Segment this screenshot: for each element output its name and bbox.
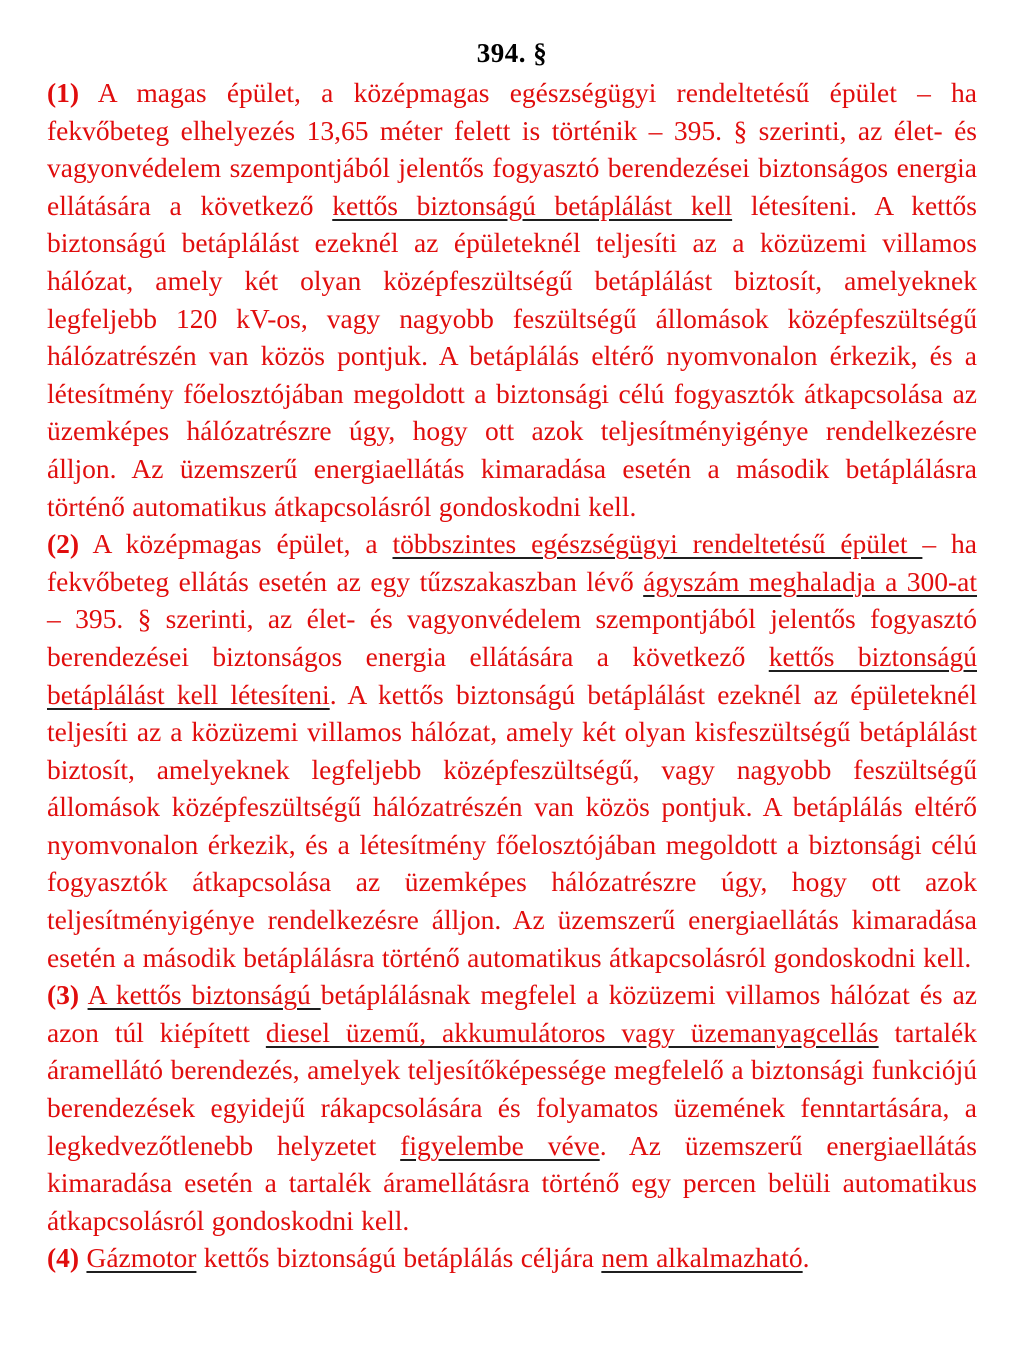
text-run: kettős biztonságú betáplálás céljára [196, 1242, 602, 1274]
paragraph [47, 525, 977, 976]
paragraph [47, 1239, 977, 1277]
text-run: A középmagas épület, a [79, 528, 393, 560]
text-run: kettős biztonságú betáplálást kell létesíteni [47, 640, 977, 710]
section-title: 394. § [476, 38, 548, 68]
paragraph [47, 74, 977, 525]
text-run: ágyszám meghaladja a 300-at [643, 565, 978, 597]
text-run: – ha fekvőbeteg ellátás esetén az egy tűzszakaszban lévő [47, 528, 977, 597]
text-run: kettős biztonságú betáplálást kell [332, 189, 733, 221]
text-run: többszintes egészségügyi rendeltetésű épület [392, 528, 923, 560]
text-run: (4) [47, 1242, 80, 1274]
text-run: . [802, 1242, 810, 1274]
text-run: A magas épület, a középmagas egészségügyi rendeltetésű épület – ha fekvőbeteg elhelyezés 13,65 méter felett is történik – 395. § szerinti, az élet- és vagyonvédelem szempontjából jelentős fogyasztó berendezései biztonságos energia ellátására a következő [47, 77, 977, 221]
text-run: (1) [47, 77, 80, 108]
text-run: figyelembe véve [400, 1129, 600, 1161]
paragraph [47, 976, 977, 1239]
text-run: betáplálásnak megfelel a közüzemi villamos hálózat és az azon túl kiépített [47, 979, 978, 1048]
text-run: létesíteni. A kettős biztonságú betáplálást ezeknél az épületeknél teljesíti az a közüzemi villamos hálózat, amely két olyan középfeszültségű betáplálást biztosít, amelyeknek legfeljebb 120 kV-os, vagy nagyobb feszültségű állomások középfeszültségű hálózatrészén van közös pontjuk. A betáplálás eltérő nyomvonalon érkezik, és a létesítmény főelosztójában megoldott a biztonsági célú fogyasztók átkapcsolása az üzemképes hálózatrészre úgy, hogy ott azok teljesítményigénye rendelkezésre álljon. Az üzemszerű energiaellátás kimaradása esetén a második betáplálásra történő automatikus átkapcsolásról gondoskodni kell. [47, 189, 977, 522]
text-run: Gázmotor [86, 1242, 197, 1274]
text-run: diesel üzemű, akkumulátoros vagy üzemanyagcellás [265, 1016, 879, 1048]
text-run: (3) [47, 979, 80, 1011]
text-run: nem alkalmazható [601, 1242, 803, 1274]
text-run: . A kettős biztonságú betáplálást ezeknél az épületeknél teljesíti az a közüzemi villamos hálózat, amely két olyan kisfeszültségű betáplálást biztosít, amelyeknek legfeljebb középfeszültségű, vagy nagyobb feszültségű állomások középfeszültségű hálózatrészén van közös pontjuk. A betáplálás eltérő nyomvonalon érkezik, és a létesítmény főelosztójában megoldott a biztonsági célú fogyasztók átkapcsolása az üzemképes hálózatrészre úgy, hogy ott azok teljesítményigénye rendelkezésre álljon. Az üzemszerű energiaellátás kimaradása esetén a második betáplálásra történő automatikus átkapcsolásról gondoskodni kell. [47, 678, 977, 973]
text-run: . Az üzemszerű energiaellátás kimaradása esetén a tartalék áramellátásra történő egy percen belüli automatikus átkapcsolásról gondoskodni kell. [47, 1129, 978, 1236]
text-run: A kettős biztonságú [87, 979, 321, 1011]
text-run: tartalék áramellátó berendezés, amelyek teljesítőképessége megfelelő a biztonsági funkciójú berendezések egyidejű rákapcsolására és folyamatos üzemének fenntartására, a legkedvezőtlenebb helyzetet [47, 1016, 978, 1161]
text-run [79, 979, 87, 1010]
text-run: (2) [47, 528, 80, 560]
document-body [47, 74, 977, 1277]
text-run: – 395. § szerinti, az élet- és vagyonvédelem szempontjából jelentős fogyasztó berendezései biztonságos energia ellátására a következő [47, 603, 977, 672]
